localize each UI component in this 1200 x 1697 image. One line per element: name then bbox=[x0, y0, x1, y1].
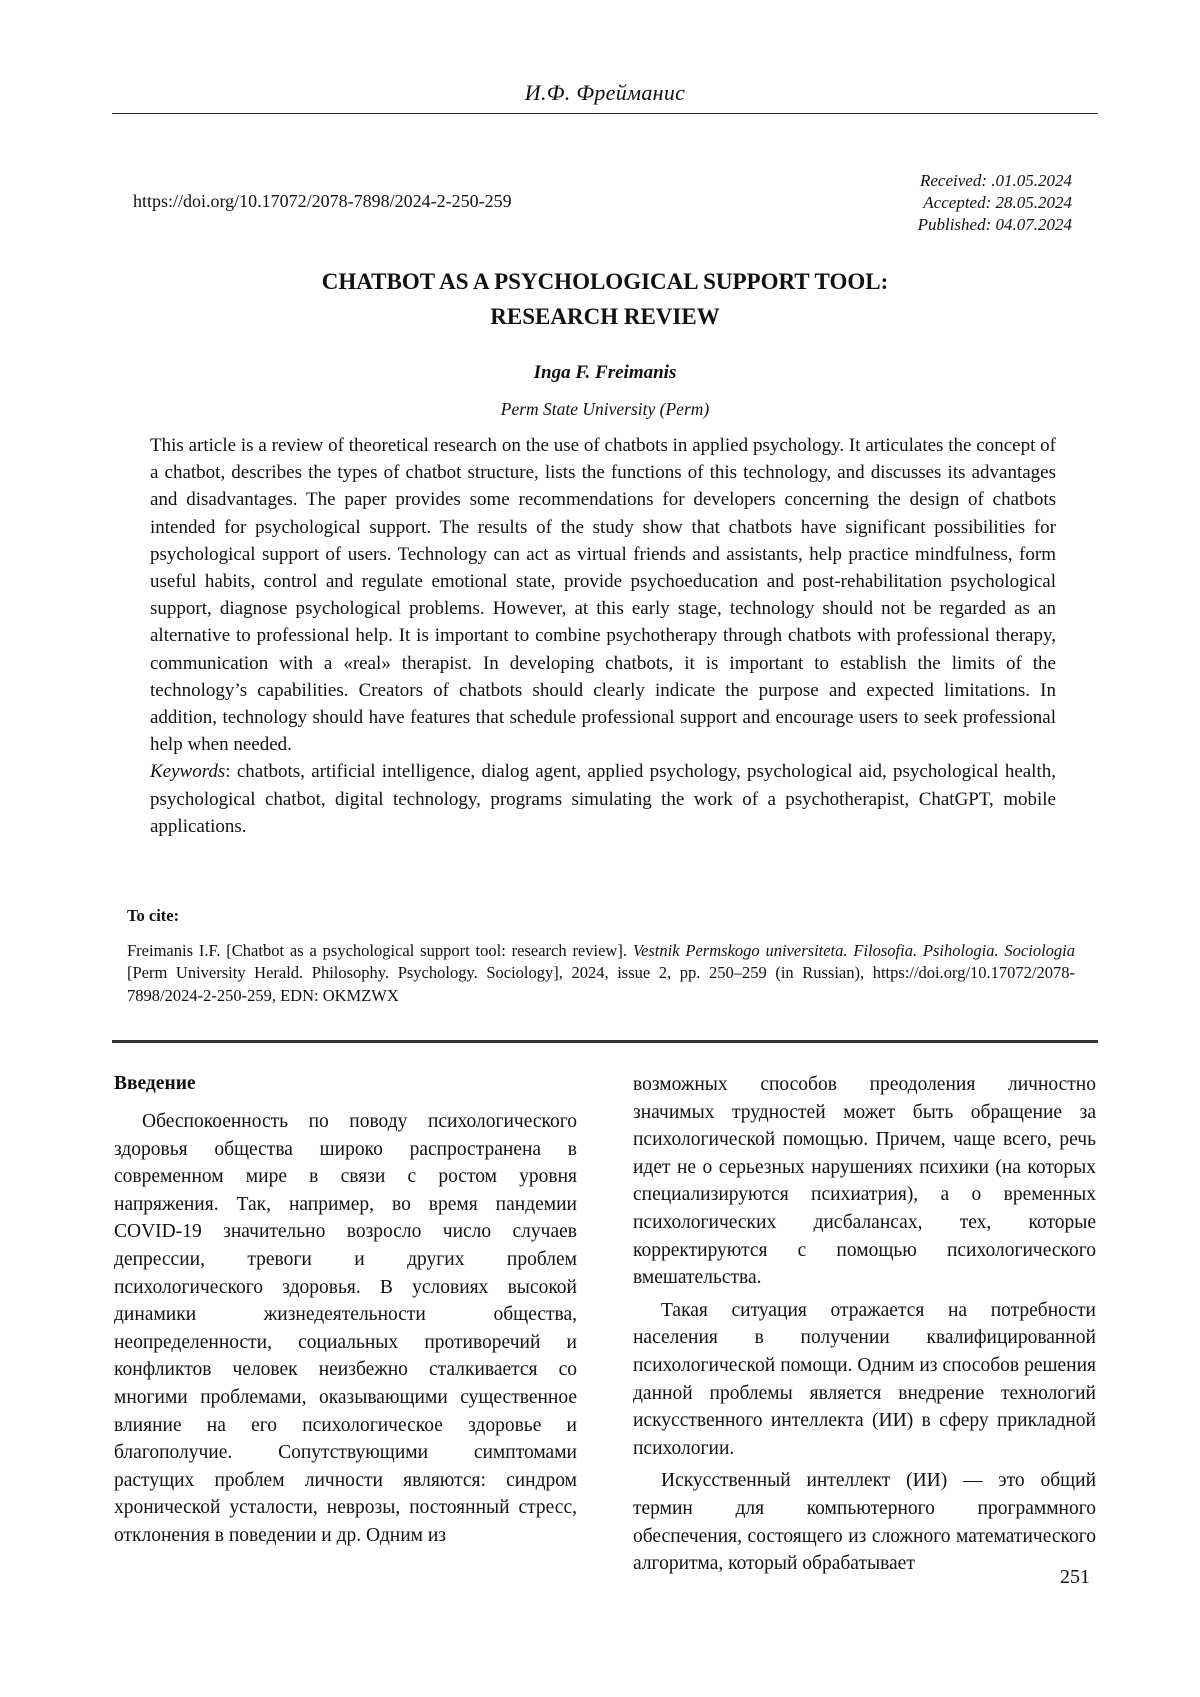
abstract bbox=[150, 432, 1056, 840]
running-head: И.Ф. Фрейманис bbox=[524, 80, 686, 105]
citation-journal: Vestnik Permskogo universiteta. Filosofia. Psihologia. Sociologia bbox=[632, 941, 1075, 960]
keywords-list: : chatbots, artificial intelligence, dialog agent, applied psychology, psychological aid, psychological health, psychological chatbot, digital technology, programs simulating the work of a psychotherapist, ChatGPT, mobile applications. bbox=[150, 761, 1056, 837]
doi-link[interactable]: https://doi.org/10.17072/2078-7898/2024-2-250-259 bbox=[133, 191, 512, 211]
author-affiliation: Perm State University (Perm) bbox=[500, 399, 710, 419]
body-column-left bbox=[114, 1070, 577, 1550]
received-date: Received: .01.05.2024 bbox=[920, 171, 1072, 190]
abstract-text: This article is a review of theoretical research on the use of chatbots in applied psychology. It articulates the concept of a chatbot, describes the types of chatbot structure, lists the functions of this technology, and discusses its advantages and disadvantages. The paper provides some recommendations for developers concerning the design of chatbots intended for psychological support. The results of the study show that chatbots have significant possibilities for psychological support of users. Technology can act as virtual friends and assistants, help practice mindfulness, form useful habits, control and regulate emotional state, provide psychoeducation and post-rehabilitation psychological support, diagnose psychological problems. However, at this early stage, technology should not be regarded as an alternative to professional help. It is important to combine psychotherapy through chatbots with professional therapy, communication with a «real» therapist. In developing chatbots, it is important to establish the limits of the technology’s capabilities. Creators of chatbots should clearly indicate the purpose and expected limitations. In addition, technology should have features that schedule professional support and encourage users to seek professional help when needed. bbox=[150, 435, 1056, 756]
keywords bbox=[150, 758, 1056, 840]
accepted-date: Accepted: 28.05.2024 bbox=[923, 193, 1072, 212]
keywords-label: Keywords bbox=[150, 761, 226, 783]
citation-label: To cite: bbox=[127, 906, 180, 925]
section-heading: Введение bbox=[114, 1073, 196, 1094]
section-divider bbox=[112, 1040, 1098, 1043]
paragraph: Такая ситуация отражается на потребности населения в получении квалифицированной психологической помощи. Одним из способов решения данной проблемы является внедрение технологий искусственного интеллекта (ИИ) в сферу прикладной психологии. bbox=[633, 1299, 1096, 1459]
article-title bbox=[112, 264, 1098, 334]
article-dates bbox=[918, 170, 1072, 236]
page-number: 251 bbox=[1060, 1566, 1090, 1588]
citation-part-1: Freimanis I.F. [Chatbot as a psychological support tool: research review]. bbox=[127, 941, 633, 960]
title-line-2: RESEARCH REVIEW bbox=[490, 304, 720, 329]
citation-text bbox=[127, 940, 1075, 1007]
body-column-right bbox=[633, 1071, 1096, 1578]
title-line-1: CHATBOT AS A PSYCHOLOGICAL SUPPORT TOOL: bbox=[321, 269, 889, 294]
paragraph: возможных способов преодоления личностно значимых трудностей может быть обращение за психологической помощью. Причем, чаще всего, речь идет не о серьезных нарушениях психики (на которых специализируются психиатрия), а о временных психологических дисбалансах, тех, которые корректируются с помощью психологического вмешательства. bbox=[633, 1074, 1096, 1289]
citation-part-2: [Perm University Herald. Philosophy. Psychology. Sociology], 2024, issue 2, pp. 250–259 (in Russian), https://doi.org/10.17072/2078-7898/2024-2-250-259, EDN: OKMZWX bbox=[127, 963, 1075, 1005]
published-date: Published: 04.07.2024 bbox=[917, 215, 1072, 234]
author-name: Inga F. Freimanis bbox=[533, 362, 677, 383]
header-rule bbox=[112, 113, 1098, 114]
paragraph: Обеспокоенность по поводу психологического здоровья общества широко распространена в современном мире в связи с ростом уровня напряжения. Так, например, во время пандемии COVID-19 значительно возросло число случаев депрессии, тревоги и других проблем психологического здоровья. В условиях высокой динамики жизнедеятельности общества, неопределенности, социальных противоречий и конфликтов человек неизбежно сталкивается со многими проблемами, оказывающими существенное влияние на его психологическое здоровье и благополучие. Сопутствующими симптомами растущих проблем личности являются: синдром хронической усталости, неврозы, постоянный стресс, отклонения в поведении и др. Одним из bbox=[114, 1111, 577, 1546]
paragraph: Искусственный интеллект (ИИ) — это общий термин для компьютерного программного обеспечения, состоящего из сложного математического алгоритма, который обрабатывает bbox=[633, 1470, 1096, 1575]
